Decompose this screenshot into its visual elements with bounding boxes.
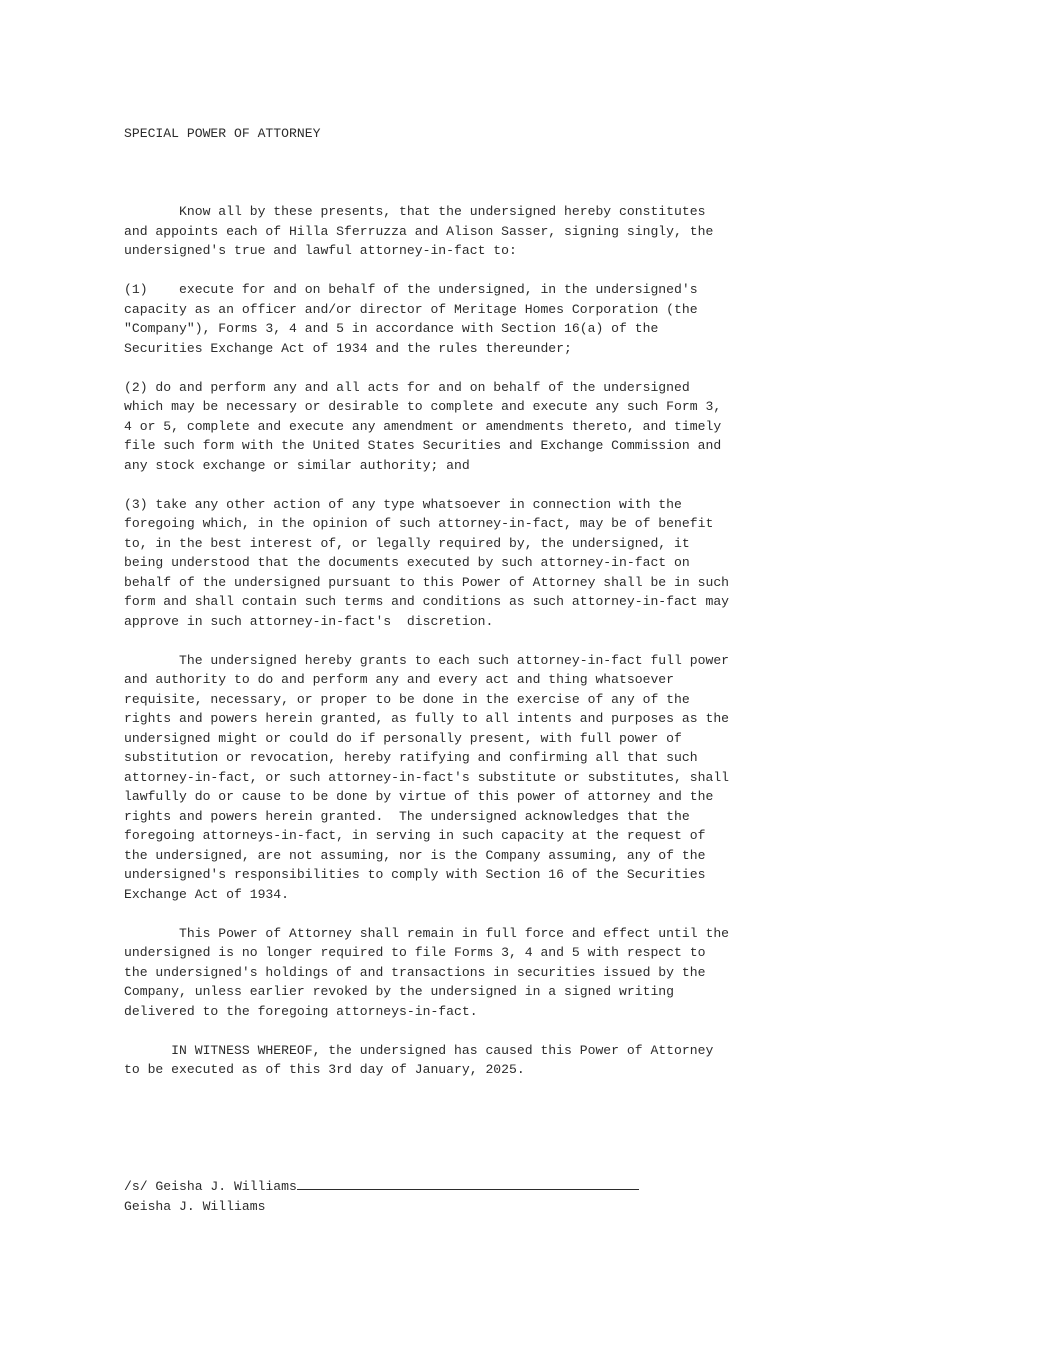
text-line: the undersigned, are not assuming, nor is the Company assuming, any of the xyxy=(124,847,706,863)
signature-rule xyxy=(297,1177,639,1190)
text-line: capacity as an officer and/or director of Meritage Homes Corporation (the xyxy=(124,301,698,317)
text-line: form and shall contain such terms and conditions as such attorney-in-fact may xyxy=(124,594,730,609)
text-line: (3) take any other action of any type whatsoever in connection with the xyxy=(124,496,682,512)
text-line: Company, unless earlier revoked by the undersigned in a signed writing xyxy=(124,984,675,999)
text-line: undersigned is no longer required to file Forms 3, 4 and 5 with respect to xyxy=(124,945,706,960)
text-line: file such form with the United States Securities and Exchange Commission and xyxy=(124,438,722,453)
document-page xyxy=(124,124,944,1216)
paragraph-item-2 xyxy=(124,378,944,476)
paragraph-intro xyxy=(124,202,944,261)
text-line: Know all by these presents, that the undersigned hereby constitutes xyxy=(124,204,706,219)
text-line: requisite, necessary, or proper to be done in the exercise of any of the xyxy=(124,691,690,707)
printed-name: Geisha J. Williams xyxy=(124,1198,266,1214)
text-line: "Company"), Forms 3, 4 and 5 in accordance with Section 16(a) of the xyxy=(124,321,659,336)
text-line: undersigned might or could do if personally present, with full power of xyxy=(124,730,682,746)
text-line: foregoing which, in the opinion of such attorney-in-fact, may be of benefit xyxy=(124,516,714,531)
text-line: The undersigned hereby grants to each such attorney-in-fact full power xyxy=(124,652,730,668)
text-line: which may be necessary or desirable to complete and execute any such Form 3, xyxy=(124,399,722,414)
text-line: and authority to do and perform any and every act and thing whatsoever xyxy=(124,672,675,687)
document-title: SPECIAL POWER OF ATTORNEY xyxy=(124,126,321,141)
signature-line xyxy=(124,1177,944,1197)
signature-spacer xyxy=(124,1099,944,1177)
text-line: behalf of the undersigned pursuant to this Power of Attorney shall be in such xyxy=(124,574,730,590)
text-line: Securities Exchange Act of 1934 and the rules thereunder; xyxy=(124,340,572,356)
text-line: to be executed as of this 3rd day of January, 2025. xyxy=(124,1062,525,1077)
text-line: Exchange Act of 1934. xyxy=(124,886,290,902)
text-line: undersigned's responsibilities to comply with Section 16 of the Securities xyxy=(124,867,706,882)
signature-text: /s/ Geisha J. Williams xyxy=(124,1179,297,1194)
text-line: foregoing attorneys-in-fact, in serving in such capacity at the request of xyxy=(124,828,706,843)
paragraph-duration xyxy=(124,924,944,1022)
text-line: 4 or 5, complete and execute any amendment or amendments thereto, and timely xyxy=(124,418,722,434)
signature-block xyxy=(124,1177,944,1216)
paragraph-item-1 xyxy=(124,280,944,358)
text-line: rights and powers herein granted, as fully to all intents and purposes as the xyxy=(124,711,730,726)
text-line: substitution or revocation, hereby ratifying and confirming all that such xyxy=(124,750,698,765)
text-line: any stock exchange or similar authority; and xyxy=(124,457,470,473)
text-line: delivered to the foregoing attorneys-in-fact. xyxy=(124,1003,478,1019)
text-line: rights and powers herein granted. The undersigned acknowledges that the xyxy=(124,808,690,824)
text-line: approve in such attorney-in-fact's discretion. xyxy=(124,613,494,629)
text-line: the undersigned's holdings of and transactions in securities issued by the xyxy=(124,964,706,980)
text-line: and appoints each of Hilla Sferruzza and Alison Sasser, signing singly, the xyxy=(124,223,714,239)
text-line: undersigned's true and lawful attorney-in-fact to: xyxy=(124,243,517,258)
text-line: attorney-in-fact, or such attorney-in-fact's substitute or substitutes, shall xyxy=(124,769,730,785)
text-line: to, in the best interest of, or legally required by, the undersigned, it xyxy=(124,535,690,551)
text-line: (2) do and perform any and all acts for and on behalf of the undersigned xyxy=(124,379,690,395)
text-line: lawfully do or cause to be done by virtue of this power of attorney and the xyxy=(124,789,714,804)
paragraph-witness xyxy=(124,1041,944,1080)
paragraph-grant xyxy=(124,651,944,905)
text-line: This Power of Attorney shall remain in full force and effect until the xyxy=(124,925,730,941)
text-line: being understood that the documents executed by such attorney-in-fact on xyxy=(124,555,690,570)
text-line: (1) execute for and on behalf of the undersigned, in the undersigned's xyxy=(124,282,698,297)
text-line: IN WITNESS WHEREOF, the undersigned has caused this Power of Attorney xyxy=(124,1042,714,1058)
paragraph-item-3 xyxy=(124,495,944,632)
